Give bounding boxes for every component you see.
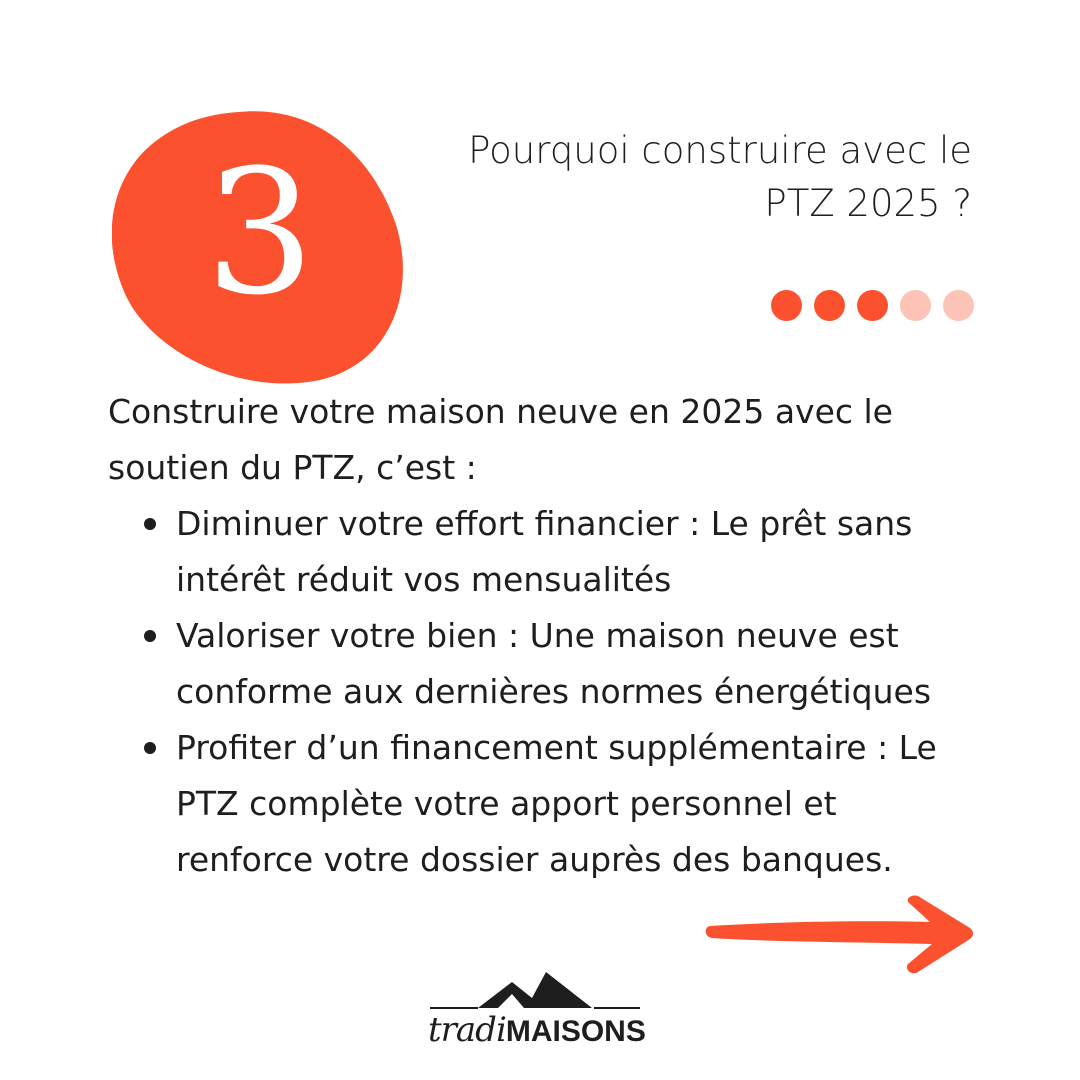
benefit-line: Diminuer votre effort financier : Le prêt sans bbox=[176, 504, 913, 543]
progress-dot-4 bbox=[900, 290, 931, 321]
bullet-icon bbox=[144, 742, 156, 754]
title-line-1: Pourquoi construire avec le bbox=[468, 129, 972, 172]
arrow-right-icon[interactable] bbox=[704, 892, 976, 976]
benefit-line: intérêt réduit vos mensualités bbox=[176, 560, 672, 599]
intro-paragraph bbox=[108, 384, 988, 496]
benefit-item-1 bbox=[138, 496, 998, 608]
progress-dots bbox=[771, 290, 974, 321]
progress-dot-2 bbox=[814, 290, 845, 321]
benefit-line: Profiter d’un financement supplémentaire : Le bbox=[176, 728, 937, 767]
slide-title bbox=[412, 124, 972, 230]
benefit-line: Valoriser votre bien : Une maison neuve est bbox=[176, 616, 899, 655]
benefit-line: PTZ complète votre apport personnel et bbox=[176, 784, 837, 823]
benefit-line: renforce votre dossier auprès des banques. bbox=[176, 840, 893, 879]
brand-logo bbox=[428, 968, 644, 1054]
intro-line-2: soutien du PTZ, c’est : bbox=[108, 448, 477, 487]
bullet-icon bbox=[144, 518, 156, 530]
benefits-list bbox=[138, 496, 998, 888]
logo-script-part: tradi bbox=[428, 1010, 506, 1050]
benefit-line: conforme aux dernières normes énergétiques bbox=[176, 672, 932, 711]
title-line-2: PTZ 2025 ? bbox=[764, 182, 972, 225]
benefit-item-3 bbox=[138, 720, 998, 888]
logo-wordmark bbox=[428, 1010, 644, 1050]
intro-line-1: Construire votre maison neuve en 2025 avec le bbox=[108, 392, 893, 431]
benefit-item-2 bbox=[138, 608, 998, 720]
bullet-icon bbox=[144, 630, 156, 642]
logo-bold-part: MAISONS bbox=[505, 1015, 646, 1048]
progress-dot-5 bbox=[943, 290, 974, 321]
progress-dot-3 bbox=[857, 290, 888, 321]
step-number: 3 bbox=[205, 132, 315, 333]
progress-dot-1 bbox=[771, 290, 802, 321]
